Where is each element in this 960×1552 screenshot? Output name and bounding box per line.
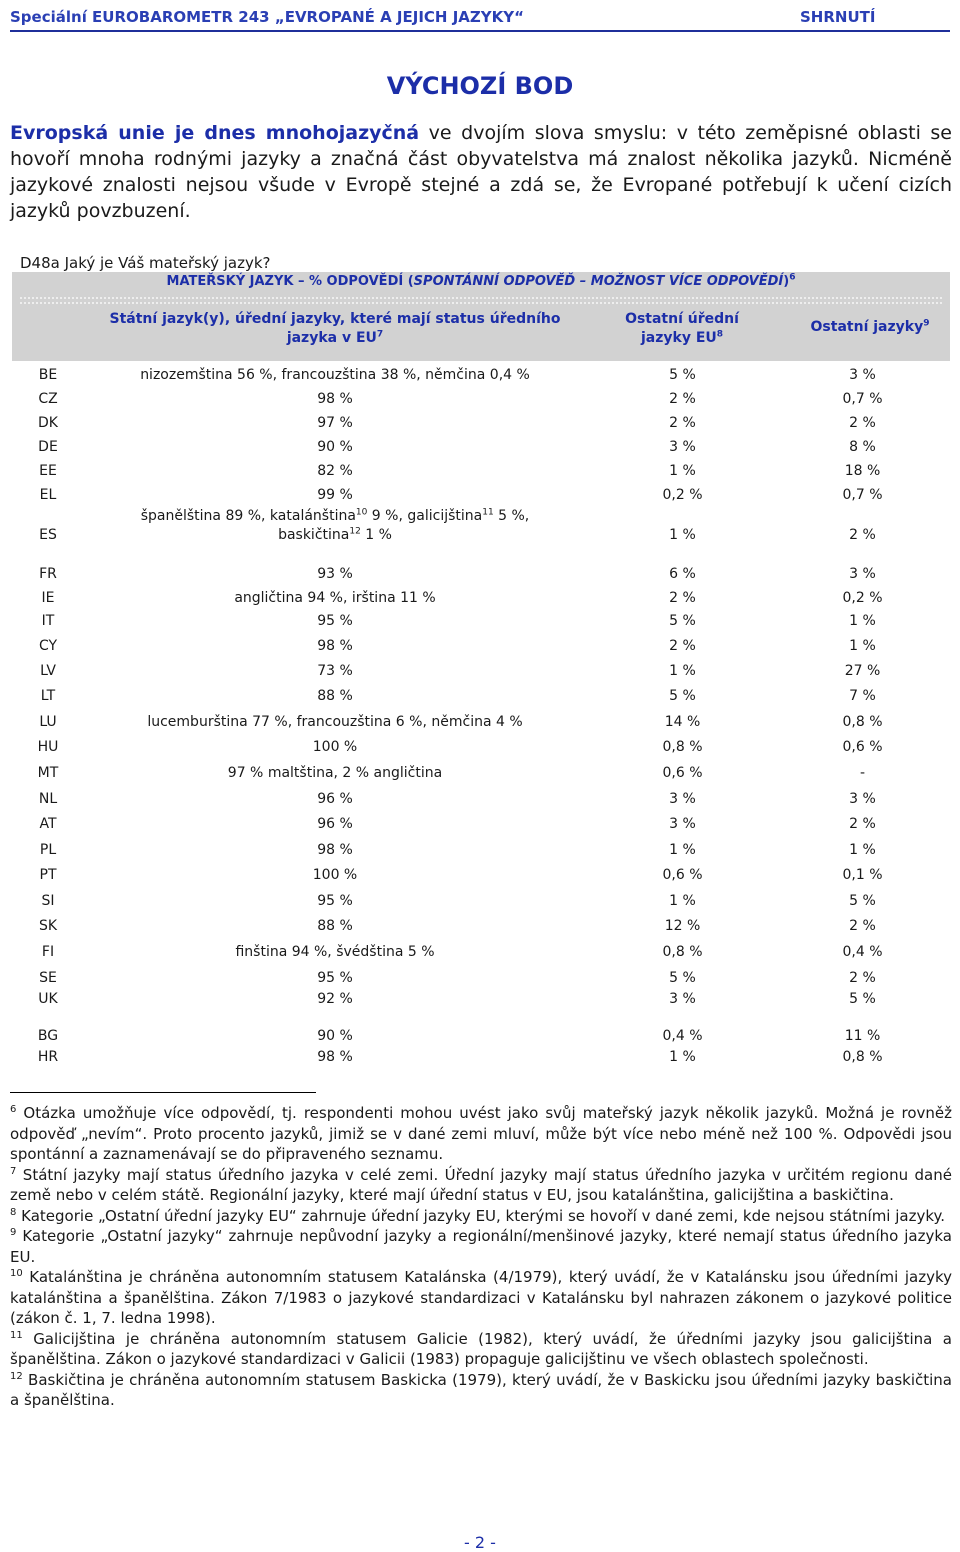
table-row: SE 95 % 5 % 2 % [39, 970, 876, 986]
page-number: - 2 - [464, 1533, 496, 1552]
column-header-other-languages: Ostatní jazyky$^9$ [810, 318, 930, 335]
footnote: $^{10}$ Katalánština je chráněna autonomním statusem Katalánska (4/1979), který uvádí, že v Katalánsku jsou úředními jazyky katalánština a španělština. Zákon 7/1983 o jazykové standardizaci v Katalánsku byl nahrazen zákonem o jazykové politice (zákon č. 1, 7. ledna 1998). [10, 1268, 952, 1327]
intro-bold: Evropská unie je dnes mnohojazyčná [10, 122, 420, 144]
table-row: CY 98 % 2 % 1 % [38, 638, 876, 654]
table-row: SK 88 % 12 % 2 % [38, 918, 876, 934]
section-heading: VÝCHOZÍ BOD [386, 72, 574, 100]
footnote: $^{12}$ Baskičtina je chráněna autonomním statusem Baskicka (1979), který uvádí, že v Baskicku jsou úředními jazyky baskičtina a španělština. [10, 1370, 952, 1409]
footnote: $^7$ Státní jazyky mají status úředního jazyka v celé zemi. Úřední jazyky mají status úředního jazyka v určitém regionu dané země nebo v celém státě. Regionální jazyky, které mají úřední status v EU, jsou katalánština, galicijština a baskičtina. [10, 1165, 952, 1204]
footnote: $^{11}$ Galicijština je chráněna autonomním statusem Galicie (1982), který uvádí, že úředními jazyky jsou galicijština a španělština. Zákon o jazykové standardizaci v Galicii (1983) propaguje galicijštinu ve všech oblastech společnosti. [10, 1329, 952, 1368]
header-divider [20, 302, 942, 304]
table-row: PL 98 % 1 % 1 % [39, 842, 876, 858]
footnote-separator [10, 1092, 316, 1093]
table-row: EE 82 % 1 % 18 % [39, 463, 881, 479]
table-row: DK 97 % 2 % 2 % [38, 415, 876, 431]
column-header-other-eu-languages: Ostatní úřední jazyky $EU^8$ [625, 311, 739, 346]
table-row: IT 95 % 5 % 1 % [41, 613, 876, 629]
table-row: HU 100 % 0,8 % 0,6 % [37, 739, 883, 755]
footnote: $^6$ Otázka umožňuje více odpovědí, tj. respondenti mohou uvést jako svůj mateřský jazyk několik jazyků. Možná je rovněž odpověď „nevím“. Proto procento jazyků, jimiž se v dané zemi mluví, může být více nebo méně než 100 %. Odpovědi jsou spontánní a zaznamenávají se do připraveného seznamu. [10, 1104, 952, 1163]
table-row: FI finština 94 %, švédština 5 % 0,8 % 0,4 % [41, 944, 883, 960]
table-row: SI 95 % 1 % 5 % [41, 893, 876, 909]
table-header [12, 272, 950, 361]
table-row: FR 93 % 6 % 3 % [39, 566, 876, 582]
table-row: HR 98 % 1 % 0,8 % [37, 1049, 883, 1065]
table-row: ES španělština 89 %, katalánština$^{10}$ 9 %, galicijština$^{11}$ 5 %, baskičtina$^{12}$ 1 % 1 % 2 % [39, 507, 876, 543]
table-row: AT 96 % 3 % 2 % [39, 816, 876, 832]
intro-paragraph [10, 120, 952, 224]
table-row: IE angličtina 94 %, irština 11 % 2 % 0,2 % [41, 590, 883, 606]
table-row: LV 73 % 1 % 27 % [40, 663, 881, 679]
table-row: LT 88 % 5 % 7 % [40, 688, 876, 704]
table-row: BG 90 % 0,4 % 11 % [37, 1028, 881, 1044]
table-row: PT 100 % 0,6 % 0,1 % [39, 867, 883, 883]
table-row: DE 90 % 3 % 8 % [38, 439, 876, 455]
section-label: SHRNUTÍ [800, 8, 876, 26]
table-row: CZ 98 % 2 % 0,7 % [38, 391, 883, 407]
page-header [10, 8, 950, 32]
header-divider [20, 297, 942, 299]
table-caption: MATEŘSKÝ JAZYK – % ODPOVĚDÍ (SPONTÁNNÍ ODPOVĚĎ – MOŽNOST VÍCE ODPOVĚDÍ)$^6$ [166, 272, 796, 289]
footnote: $^8$ Kategorie „Ostatní úřední jazyky EU“ zahrnuje úřední jazyky EU, kterými se hovoří v dané zemi, kde nejsou státními jazyky. [10, 1206, 946, 1225]
footnote: $^9$ Kategorie „Ostatní jazyky“ zahrnuje nepůvodní jazyky a regionální/menšinové jazyky, které nemají status úředního jazyka EU. [10, 1227, 952, 1266]
table-row: EL 99 % 0,2 % 0,7 % [39, 487, 883, 503]
report-title: Speciální EUROBAROMETR 243 „EVROPANÉ A JEJICH JAZYKY“ [10, 8, 524, 26]
table-row: LU lucemburština 77 %, francouzština 6 %, němčina 4 % 14 % 0,8 % [39, 714, 883, 730]
footnotes [10, 1103, 952, 1411]
table-row: MT 97 % maltština, 2 % angličtina 0,6 % - [37, 765, 866, 781]
table-row: BE nizozemština 56 %, francouzština 38 %, němčina 0,4 % 5 % 3 % [38, 367, 876, 383]
question-label: D48a Jaký je Váš mateřský jazyk? [20, 254, 271, 272]
table-row: NL 96 % 3 % 3 % [38, 791, 876, 807]
intro-text: ve dvojím slova smyslu: v této zeměpisné oblasti se hovoří mnoha rodnými jazyky a značná část obyvatelstva má znalost několika jazyků. Nicméně jazykové znalosti nejsou všude v Evropě stejné a zdá se, že Evropané potřebují k učení cizích jazyků povzbuzení. [10, 122, 952, 222]
table-row: UK 92 % 3 % 5 % [38, 991, 876, 1007]
column-header-state-languages: Státní jazyk(y), úřední jazyky, které mají status úředního jazyka v $EU^7$ [109, 311, 561, 346]
